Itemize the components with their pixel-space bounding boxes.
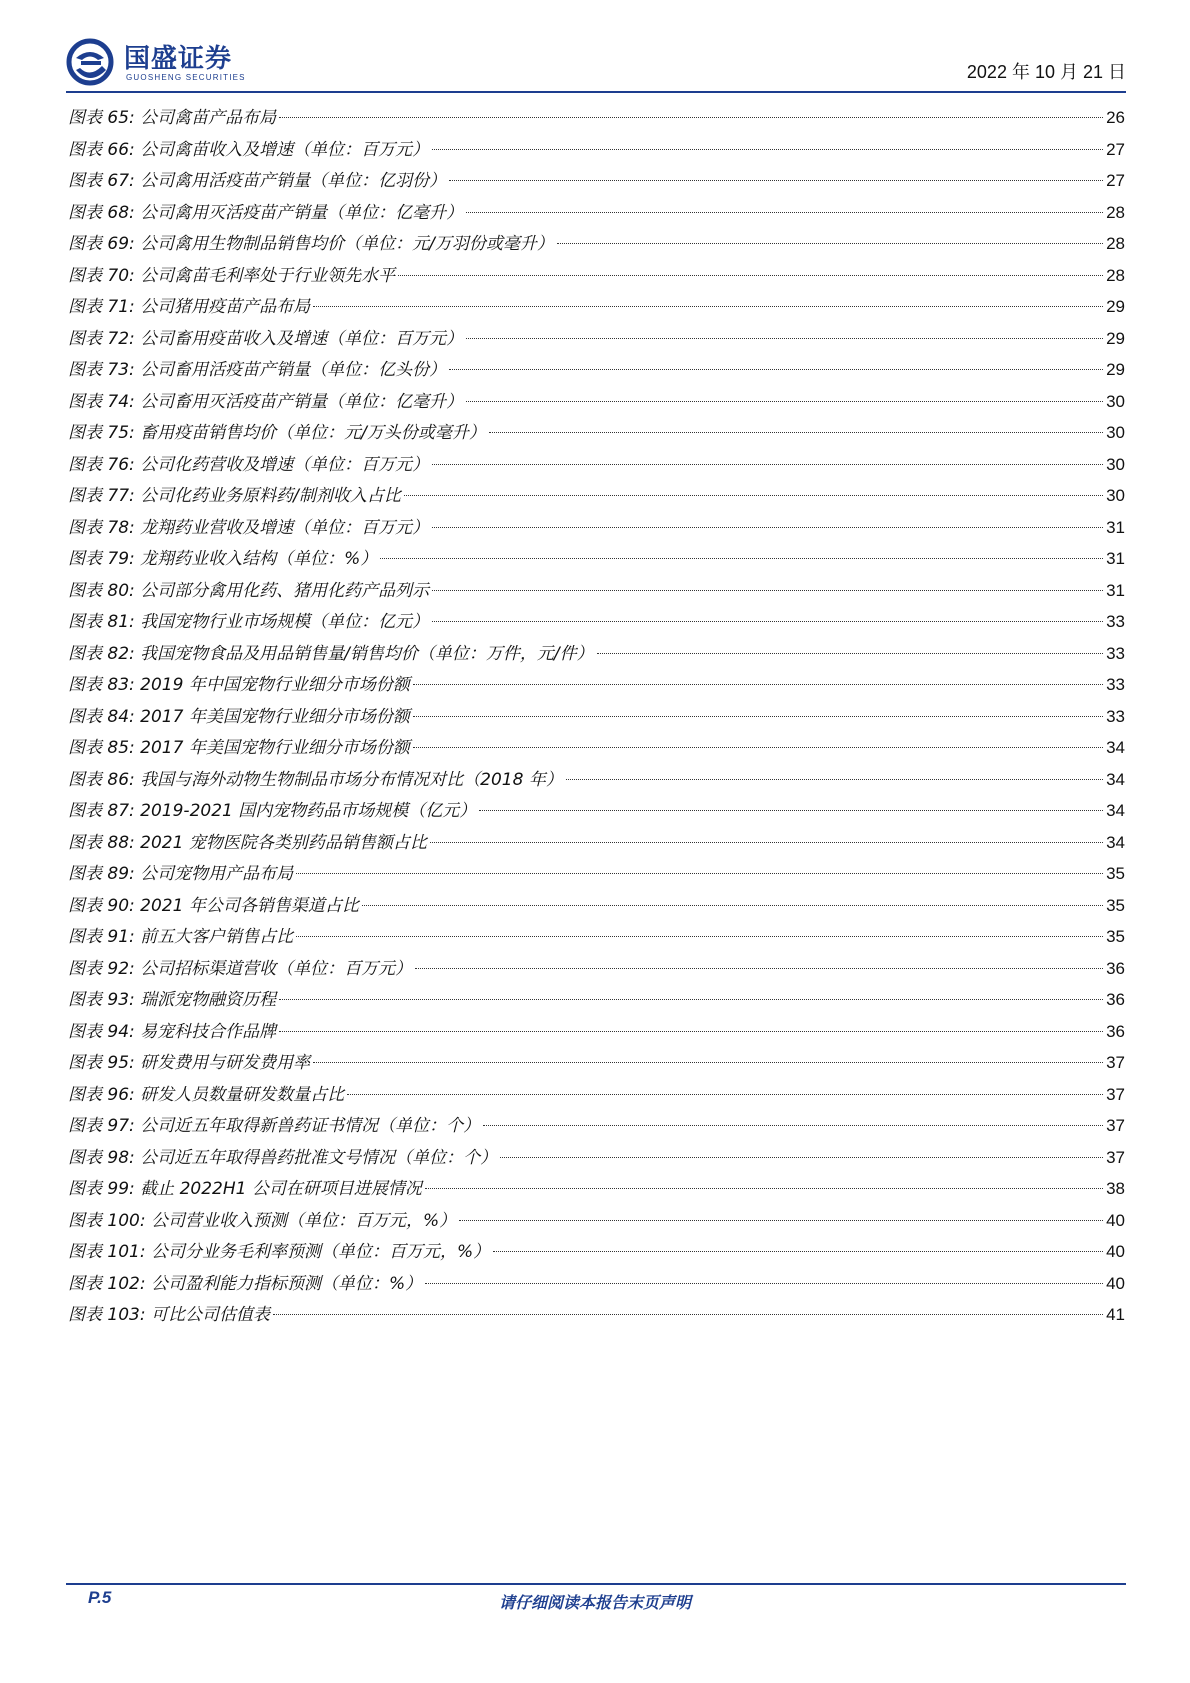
- toc-entry-label: 图表 66: 公司禽苗收入及增速（单位：百万元）: [68, 139, 430, 160]
- toc-entry-label: 图表 73: 公司畜用活疫苗产销量（单位：亿头份）: [68, 360, 447, 380]
- toc-entry-label: 图表 86: 我国与海外动物生物制品市场分布情况对比（2018 年）: [68, 769, 563, 790]
- toc-entry-label: 图表 90: 2021 年公司各销售渠道占比: [68, 895, 359, 916]
- footer-divider: [66, 1583, 1126, 1585]
- toc-entry-page: 40: [1106, 1210, 1125, 1230]
- toc-entry-page: 29: [1106, 360, 1125, 379]
- toc-entry[interactable]: [68, 795, 1125, 827]
- toc-entry[interactable]: [68, 1268, 1125, 1300]
- toc-entry-label: 图表 87: 2019-2021 国内宠物药品市场规模（亿元）: [68, 801, 477, 821]
- toc-entry-page: 34: [1106, 801, 1125, 820]
- toc-leader-dots: [489, 432, 1103, 433]
- toc-leader-dots: [413, 684, 1103, 685]
- toc-entry[interactable]: [68, 197, 1125, 229]
- toc-entry[interactable]: [68, 1016, 1125, 1048]
- toc-entry-page: 28: [1106, 234, 1125, 253]
- toc-entry[interactable]: [68, 543, 1125, 575]
- toc-entry-page: 30: [1106, 391, 1125, 411]
- toc-leader-dots: [432, 464, 1103, 465]
- toc-leader-dots: [479, 810, 1103, 811]
- toc-entry-label: 图表 76: 公司化药营收及增速（单位：百万元）: [68, 454, 430, 475]
- toc-entry-label: 图表 65: 公司禽苗产品布局: [68, 108, 277, 128]
- toc-leader-dots: [425, 1283, 1103, 1284]
- toc-leader-dots: [483, 1125, 1103, 1126]
- toc-entry[interactable]: [68, 449, 1125, 481]
- toc-entry[interactable]: [68, 606, 1125, 638]
- toc-entry[interactable]: [68, 890, 1125, 922]
- toc-leader-dots: [466, 212, 1103, 213]
- toc-entry-page: 33: [1106, 643, 1125, 663]
- toc-leader-dots: [404, 495, 1103, 496]
- page-header: [66, 34, 1126, 88]
- toc-entry[interactable]: [68, 291, 1125, 323]
- toc-entry[interactable]: [68, 669, 1125, 701]
- toc-leader-dots: [449, 369, 1103, 370]
- toc-entry-label: 图表 95: 研发费用与研发费用率: [68, 1053, 311, 1073]
- toc-leader-dots: [449, 180, 1103, 181]
- toc-entry[interactable]: [68, 1079, 1125, 1111]
- toc-entry-label: 图表 93: 瑞派宠物融资历程: [68, 990, 277, 1010]
- toc-entry-page: 31: [1106, 580, 1125, 600]
- toc-leader-dots: [557, 243, 1103, 244]
- toc-entry[interactable]: [68, 1047, 1125, 1079]
- toc-entry-page: 31: [1106, 549, 1125, 568]
- toc-entry[interactable]: [68, 1142, 1125, 1174]
- page-number: P.5: [88, 1588, 112, 1607]
- toc-entry[interactable]: [68, 638, 1125, 670]
- toc-entry-page: 31: [1106, 517, 1125, 537]
- toc-entry-page: 30: [1106, 423, 1125, 442]
- toc-leader-dots: [398, 275, 1103, 276]
- company-logo: [66, 38, 316, 88]
- toc-leader-dots: [597, 653, 1103, 654]
- toc-entry[interactable]: [68, 354, 1125, 386]
- toc-entry-page: 37: [1106, 1084, 1125, 1104]
- toc-entry[interactable]: [68, 480, 1125, 512]
- logo-mark-icon: [66, 38, 118, 86]
- toc-entry[interactable]: [68, 732, 1125, 764]
- header-divider: [66, 91, 1126, 93]
- toc-entry-label: 图表 91: 前五大客户销售占比: [68, 927, 294, 947]
- toc-entry[interactable]: [68, 858, 1125, 890]
- toc-entry-page: 38: [1106, 1179, 1125, 1198]
- toc-leader-dots: [415, 968, 1103, 969]
- toc-entry-label: 图表 67: 公司禽用活疫苗产销量（单位：亿羽份）: [68, 171, 447, 191]
- toc-entry-page: 27: [1106, 171, 1125, 190]
- toc-entry-label: 图表 72: 公司畜用疫苗收入及增速（单位：百万元）: [68, 328, 464, 349]
- toc-entry-label: 图表 78: 龙翔药业营收及增速（单位：百万元）: [68, 517, 430, 538]
- toc-entry[interactable]: [68, 701, 1125, 733]
- toc-leader-dots: [430, 842, 1103, 843]
- toc-leader-dots: [273, 1314, 1103, 1315]
- toc-entry-label: 图表 92: 公司招标渠道营收（单位：百万元）: [68, 958, 413, 979]
- report-date: 2022 年 10 月 21 日: [966, 62, 1126, 82]
- toc-entry-page: 33: [1106, 612, 1125, 631]
- toc-entry-page: 28: [1106, 202, 1125, 222]
- toc-leader-dots: [279, 999, 1103, 1000]
- toc-entry[interactable]: [68, 134, 1125, 166]
- toc-leader-dots: [313, 306, 1103, 307]
- toc-entry[interactable]: [68, 984, 1125, 1016]
- toc-entry-page: 35: [1106, 864, 1125, 883]
- toc-entry[interactable]: [68, 102, 1125, 134]
- toc-entry-label: 图表 69: 公司禽用生物制品销售均价（单位：元/万羽份或毫升）: [68, 234, 554, 254]
- toc-leader-dots: [362, 905, 1103, 906]
- toc-entry-label: 图表 98: 公司近五年取得兽药批准文号情况（单位：个）: [68, 1147, 498, 1168]
- toc-entry-label: 图表 103: 可比公司估值表: [68, 1305, 270, 1325]
- toc-entry-label: 图表 99: 截止 2022H1 公司在研项目进展情况: [68, 1179, 422, 1199]
- toc-leader-dots: [313, 1062, 1103, 1063]
- toc-leader-dots: [432, 621, 1103, 622]
- toc-entry-label: 图表 94: 易宠科技合作品牌: [68, 1021, 277, 1042]
- toc-entry-page: 40: [1106, 1273, 1125, 1293]
- toc-entry[interactable]: [68, 764, 1125, 796]
- toc-entry-page: 34: [1106, 832, 1125, 852]
- toc-entry-label: 图表 68: 公司禽用灭活疫苗产销量（单位：亿毫升）: [68, 202, 464, 223]
- toc-leader-dots: [296, 873, 1103, 874]
- toc-leader-dots: [466, 401, 1103, 402]
- toc-entry-label: 图表 96: 研发人员数量研发数量占比: [68, 1084, 345, 1105]
- toc-leader-dots: [500, 1157, 1103, 1158]
- toc-entry-label: 图表 88: 2021 宠物医院各类别药品销售额占比: [68, 832, 427, 853]
- toc-entry-label: 图表 77: 公司化药业务原料药/制剂收入占比: [68, 486, 401, 506]
- toc-entry-label: 图表 84: 2017 年美国宠物行业细分市场份额: [68, 706, 410, 727]
- toc-leader-dots: [296, 936, 1103, 937]
- toc-entry-page: 37: [1106, 1116, 1125, 1135]
- toc-entry-page: 41: [1106, 1305, 1125, 1324]
- toc-entry-label: 图表 102: 公司盈利能力指标预测（单位：%）: [68, 1273, 423, 1294]
- toc-leader-dots: [347, 1094, 1103, 1095]
- toc-entry-label: 图表 100: 公司营业收入预测（单位：百万元，%）: [68, 1210, 457, 1231]
- toc-entry[interactable]: [68, 165, 1125, 197]
- toc-entry[interactable]: [68, 512, 1125, 544]
- toc-entry-page: 26: [1106, 108, 1125, 127]
- toc-entry[interactable]: [68, 323, 1125, 355]
- toc-entry-label: 图表 70: 公司禽苗毛利率处于行业领先水平: [68, 265, 396, 286]
- toc-entry[interactable]: [68, 260, 1125, 292]
- toc-entry-page: 28: [1106, 265, 1125, 285]
- logo-text: 国盛证券: [124, 44, 233, 74]
- toc-leader-dots: [466, 338, 1103, 339]
- toc-entry[interactable]: [68, 1110, 1125, 1142]
- toc-leader-dots: [493, 1251, 1103, 1252]
- toc-entry-page: 30: [1106, 454, 1125, 474]
- toc-entry-page: 29: [1106, 297, 1125, 316]
- toc-entry-label: 图表 101: 公司分业务毛利率预测（单位：百万元，%）: [68, 1242, 491, 1262]
- toc-leader-dots: [413, 716, 1103, 717]
- toc-entry-label: 图表 82: 我国宠物食品及用品销售量/销售均价（单位：万件，元/件）: [68, 643, 594, 664]
- disclaimer-notice: 请仔细阅读本报告末页声明: [498, 1593, 691, 1612]
- toc-entry[interactable]: [68, 1205, 1125, 1237]
- toc-entry-page: 29: [1106, 328, 1125, 348]
- toc-entry-label: 图表 79: 龙翔药业收入结构（单位：%）: [68, 549, 378, 569]
- toc-entry-label: 图表 85: 2017 年美国宠物行业细分市场份额: [68, 738, 410, 758]
- toc-entry[interactable]: [68, 228, 1125, 260]
- toc-leader-dots: [413, 747, 1103, 748]
- toc-entry-page: 33: [1106, 675, 1125, 694]
- toc-entry[interactable]: [68, 1236, 1125, 1268]
- toc-entry-page: 34: [1106, 738, 1125, 757]
- toc-leader-dots: [432, 149, 1103, 150]
- toc-entry-page: 34: [1106, 769, 1125, 789]
- toc-entry-page: 37: [1106, 1053, 1125, 1072]
- toc-entry-label: 图表 97: 公司近五年取得新兽药证书情况（单位：个）: [68, 1116, 481, 1136]
- toc-entry-page: 36: [1106, 990, 1125, 1009]
- toc-entry[interactable]: [68, 1173, 1125, 1205]
- toc-entry-page: 35: [1106, 895, 1125, 915]
- logo-subtitle: GUOSHENG SECURITIES: [126, 73, 246, 82]
- toc-leader-dots: [425, 1188, 1103, 1189]
- toc-entry-label: 图表 75: 畜用疫苗销售均价（单位：元/万头份或毫升）: [68, 423, 486, 443]
- toc-entry-page: 27: [1106, 139, 1125, 159]
- toc-leader-dots: [566, 779, 1103, 780]
- toc-entry[interactable]: [68, 1299, 1125, 1331]
- toc-leader-dots: [432, 590, 1103, 591]
- toc-entry-label: 图表 83: 2019 年中国宠物行业细分市场份额: [68, 675, 410, 695]
- toc-leader-dots: [432, 527, 1103, 528]
- toc-leader-dots: [380, 558, 1103, 559]
- toc-entry-page: 35: [1106, 927, 1125, 946]
- toc-leader-dots: [279, 1031, 1103, 1032]
- table-of-figures: [68, 102, 1125, 1331]
- toc-entry[interactable]: [68, 417, 1125, 449]
- toc-entry[interactable]: [68, 953, 1125, 985]
- toc-entry-label: 图表 89: 公司宠物用产品布局: [68, 864, 294, 884]
- toc-entry-page: 40: [1106, 1242, 1125, 1261]
- toc-entry[interactable]: [68, 921, 1125, 953]
- toc-leader-dots: [459, 1220, 1103, 1221]
- toc-entry[interactable]: [68, 386, 1125, 418]
- toc-entry-label: 图表 74: 公司畜用灭活疫苗产销量（单位：亿毫升）: [68, 391, 464, 412]
- toc-entry-page: 33: [1106, 706, 1125, 726]
- toc-entry-label: 图表 80: 公司部分禽用化药、猪用化药产品列示: [68, 580, 430, 601]
- toc-entry[interactable]: [68, 827, 1125, 859]
- toc-entry-page: 37: [1106, 1147, 1125, 1167]
- toc-leader-dots: [279, 117, 1103, 118]
- toc-entry-page: 36: [1106, 958, 1125, 978]
- toc-entry-page: 30: [1106, 486, 1125, 505]
- toc-entry[interactable]: [68, 575, 1125, 607]
- toc-entry-label: 图表 71: 公司猪用疫苗产品布局: [68, 297, 311, 317]
- toc-entry-page: 36: [1106, 1021, 1125, 1041]
- toc-entry-label: 图表 81: 我国宠物行业市场规模（单位：亿元）: [68, 612, 430, 632]
